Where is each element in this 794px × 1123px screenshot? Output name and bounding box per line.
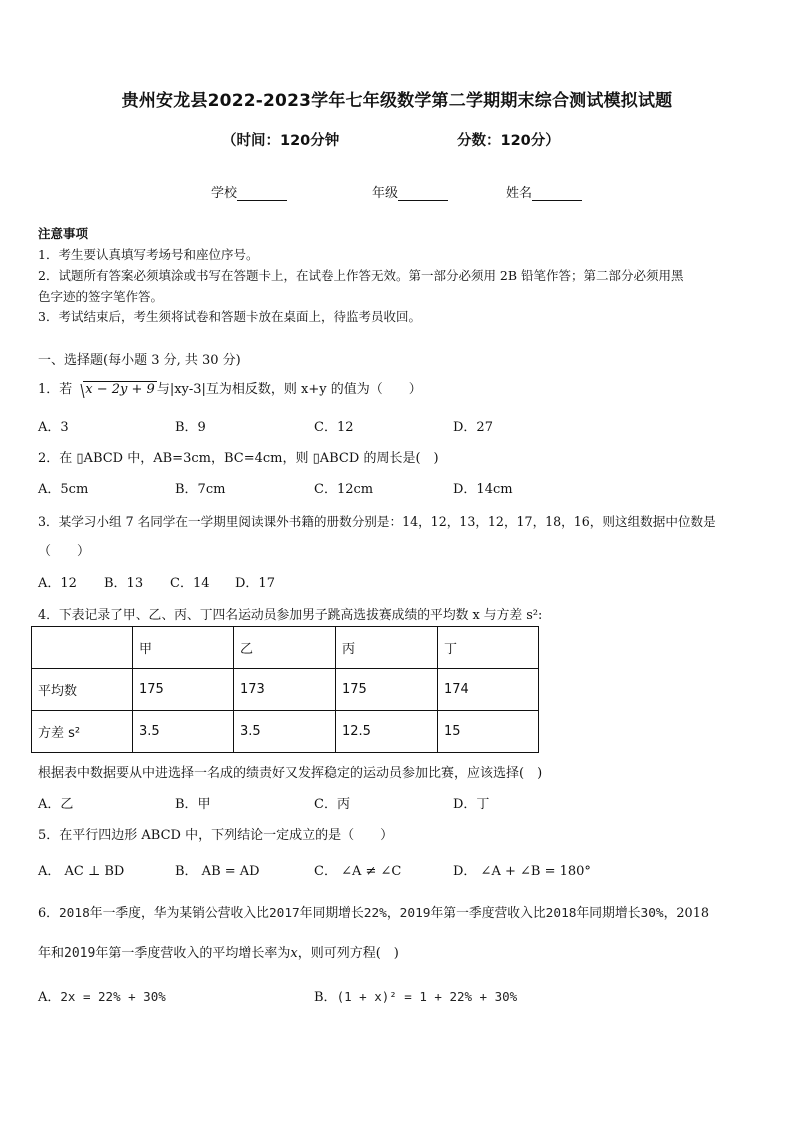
q4-option-b: B．甲	[175, 797, 211, 812]
q4-option-d: D．丁	[453, 797, 490, 812]
question-6-line2	[38, 942, 399, 961]
q4-option-a: A．乙	[38, 797, 74, 812]
school-blank[interactable]	[237, 187, 287, 201]
name-field	[506, 182, 582, 201]
q6-year: 2017	[268, 906, 300, 921]
grade-label: 年级	[372, 186, 399, 201]
table-cell: 3.5	[133, 711, 234, 753]
q6-percent: 30%	[640, 906, 664, 921]
q2-option-a: A．5cm	[38, 482, 89, 497]
notes-heading: 注意事项	[38, 226, 89, 241]
q6-text: 年同期增长	[576, 906, 641, 921]
q6-option-label: B．	[314, 990, 337, 1005]
table-cell: 丁	[438, 627, 539, 669]
table-header-row	[32, 627, 539, 669]
q1-prefix: 1．若	[38, 382, 73, 397]
question-2: 2．在 ▯ABCD 中，AB=3cm，BC=4cm，则 ▯ABCD 的周长是( )	[38, 451, 439, 466]
q6-option-a	[38, 986, 166, 1005]
grade-field	[372, 182, 448, 201]
q6-percent: 22%	[363, 906, 387, 921]
question-6-line1	[38, 902, 709, 921]
note-item: 1．考生要认真填写考场号和座位序号。	[38, 247, 259, 262]
question-3-paren: （ ）	[38, 544, 91, 559]
table-row	[32, 669, 539, 711]
q3-option-d: D．17	[235, 576, 275, 591]
table-row	[32, 711, 539, 753]
q6-year: 2018	[545, 906, 577, 921]
question-3: 3．某学习小组 7 名同学在一学期里阅读课外书籍的册数分别是：14，12，13，12，17，18，16，则这组数据中位数是	[38, 514, 716, 529]
q6-text: 6．	[38, 906, 59, 921]
q1-option-c: C．12	[314, 420, 354, 435]
q1-option-b: B．9	[175, 420, 206, 435]
q6-option-expr: 2x = 22% + 30%	[60, 989, 166, 1004]
q6-text: 年同期增长	[299, 906, 364, 921]
note-item: 3．考试结束后，考生须将试卷和答题卡放在桌面上，待监考员收回。	[38, 309, 421, 324]
q6-text: ，2018	[663, 906, 709, 921]
q1-suffix: 与|xy-3|互为相反数，则 x+y 的值为（ ）	[156, 382, 422, 397]
q1-option-d: D．27	[453, 420, 493, 435]
q2-option-b: B．7cm	[175, 482, 226, 497]
question-4: 4．下表记录了甲、乙、丙、丁四名运动员参加男子跳高选拔赛成绩的平均数 x 与方差 s²:	[38, 608, 543, 623]
q3-option-c: C．14	[170, 576, 210, 591]
question-4-after: 根据表中数据要从中进选择一名成的绩责好又发挥稳定的运动员参加比赛，应该选择( )	[38, 766, 543, 781]
page-title: 贵州安龙县2022-2023学年七年级数学第二学期期末综合测试模拟试题	[121, 91, 673, 111]
note-item: 2．试题所有答案必须填涂或书写在答题卡上，在试卷上作答无效。第一部分必须用 2B 铅笔作答；第二部分必须用黑	[38, 268, 684, 283]
question-5: 5．在平行四边形 ABCD 中，下列结论一定成立的是（ ）	[38, 828, 394, 843]
q6-option-expr: (1 + x)² = 1 + 22% + 30%	[336, 989, 518, 1004]
school-field	[211, 182, 287, 201]
table-cell: 丙	[336, 627, 438, 669]
q6-text: 年第一季度营收入比	[430, 906, 546, 921]
q5-option-b: B． AB = AD	[175, 864, 260, 879]
table-cell: 175	[336, 669, 438, 711]
question-1	[38, 378, 422, 397]
table-cell: 平均数	[32, 669, 133, 711]
table-cell: 175	[133, 669, 234, 711]
table-cell	[32, 627, 133, 669]
table-cell: 15	[438, 711, 539, 753]
q6-text: ，	[386, 906, 400, 921]
sqrt-symbol	[74, 382, 157, 397]
q5-option-c: C． ∠A ≠ ∠C	[314, 864, 402, 879]
q6-year: 2019	[64, 946, 96, 961]
table-cell: 174	[438, 669, 539, 711]
q6-text: 年第一季度营收入的平均增长率为	[95, 946, 291, 961]
school-label: 学校	[211, 186, 238, 201]
q3-option-b: B．13	[104, 576, 144, 591]
q6-year: 2018	[58, 906, 90, 921]
q6-text: 年和	[38, 946, 65, 961]
name-label: 姓名	[506, 186, 533, 201]
name-blank[interactable]	[532, 187, 582, 201]
section-heading: 一、选择题(每小题 3 分, 共 30 分)	[38, 353, 241, 368]
table-cell: 12.5	[336, 711, 438, 753]
table-cell: 173	[234, 669, 336, 711]
q6-text: ，则可列方程( )	[297, 946, 399, 961]
score-table	[31, 626, 539, 753]
q2-option-d: D．14cm	[453, 482, 513, 497]
note-item: 色字迹的签字笔作答。	[38, 289, 164, 304]
grade-blank[interactable]	[398, 187, 448, 201]
q6-option-label: A．	[38, 990, 61, 1005]
table-cell: 甲	[133, 627, 234, 669]
table-cell: 3.5	[234, 711, 336, 753]
q3-option-a: A．12	[38, 576, 77, 591]
q1-option-a: A．3	[38, 420, 69, 435]
q6-variable: x	[290, 946, 298, 961]
exam-time: （时间：120分钟	[222, 133, 340, 149]
q4-option-c: C．丙	[314, 797, 350, 812]
exam-score: 分数：120分）	[457, 133, 560, 149]
q5-option-a: A． AC ⊥ BD	[38, 864, 125, 879]
q6-option-b	[314, 986, 517, 1005]
q1-radicand: x − 2y + 9	[85, 382, 155, 397]
q6-year: 2019	[399, 906, 431, 921]
q5-option-d: D． ∠A + ∠B = 180°	[453, 864, 591, 879]
q2-option-c: C．12cm	[314, 482, 374, 497]
q6-text: 年一季度，华为某销公营收入比	[89, 906, 269, 921]
table-cell: 乙	[234, 627, 336, 669]
table-cell: 方差 s²	[32, 711, 133, 753]
